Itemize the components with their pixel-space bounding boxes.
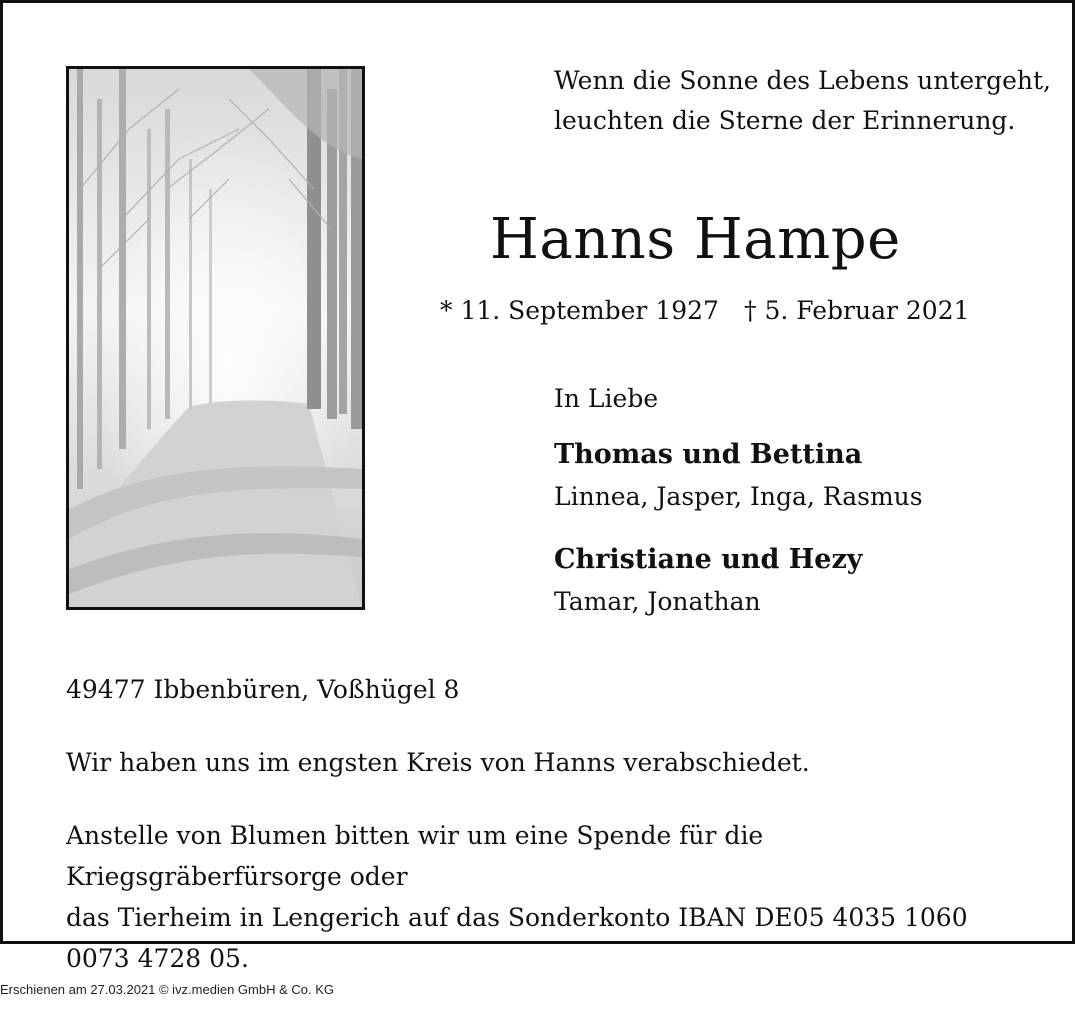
farewell-note: Wir haben uns im engsten Kreis von Hanns verabschiedet. bbox=[66, 748, 810, 777]
donation-line-2: das Tierheim in Lengerich auf das Sonderkonto IBAN DE05 4035 1060 0073 4728 05. bbox=[66, 903, 968, 973]
birth-date: * 11. September 1927 bbox=[440, 296, 719, 325]
quote-line-1: Wenn die Sonne des Lebens untergeht, bbox=[554, 66, 1051, 95]
address: 49477 Ibbenbüren, Voßhügel 8 bbox=[66, 675, 460, 704]
memorial-quote bbox=[554, 61, 1051, 141]
mourners-intro: In Liebe bbox=[554, 384, 659, 413]
forest-path-photo bbox=[66, 66, 365, 610]
deceased-name: Hanns Hampe bbox=[490, 207, 901, 272]
publication-footer: Erschienen am 27.03.2021 © ivz.medien GmbH & Co. KG bbox=[0, 982, 335, 997]
family-head-2: Christiane und Hezy bbox=[554, 544, 863, 575]
family-head-1: Thomas und Bettina bbox=[554, 439, 863, 470]
forest-path-image bbox=[69, 69, 362, 607]
family-children-1: Linnea, Jasper, Inga, Rasmus bbox=[554, 482, 923, 511]
death-date: † 5. Februar 2021 bbox=[744, 296, 970, 325]
donation-note bbox=[66, 815, 1016, 979]
donation-line-1: Anstelle von Blumen bitten wir um eine Spende für die Kriegsgräberfürsorge oder bbox=[66, 821, 764, 891]
family-children-2: Tamar, Jonathan bbox=[554, 587, 761, 616]
quote-line-2: leuchten die Sterne der Erinnerung. bbox=[554, 106, 1016, 135]
